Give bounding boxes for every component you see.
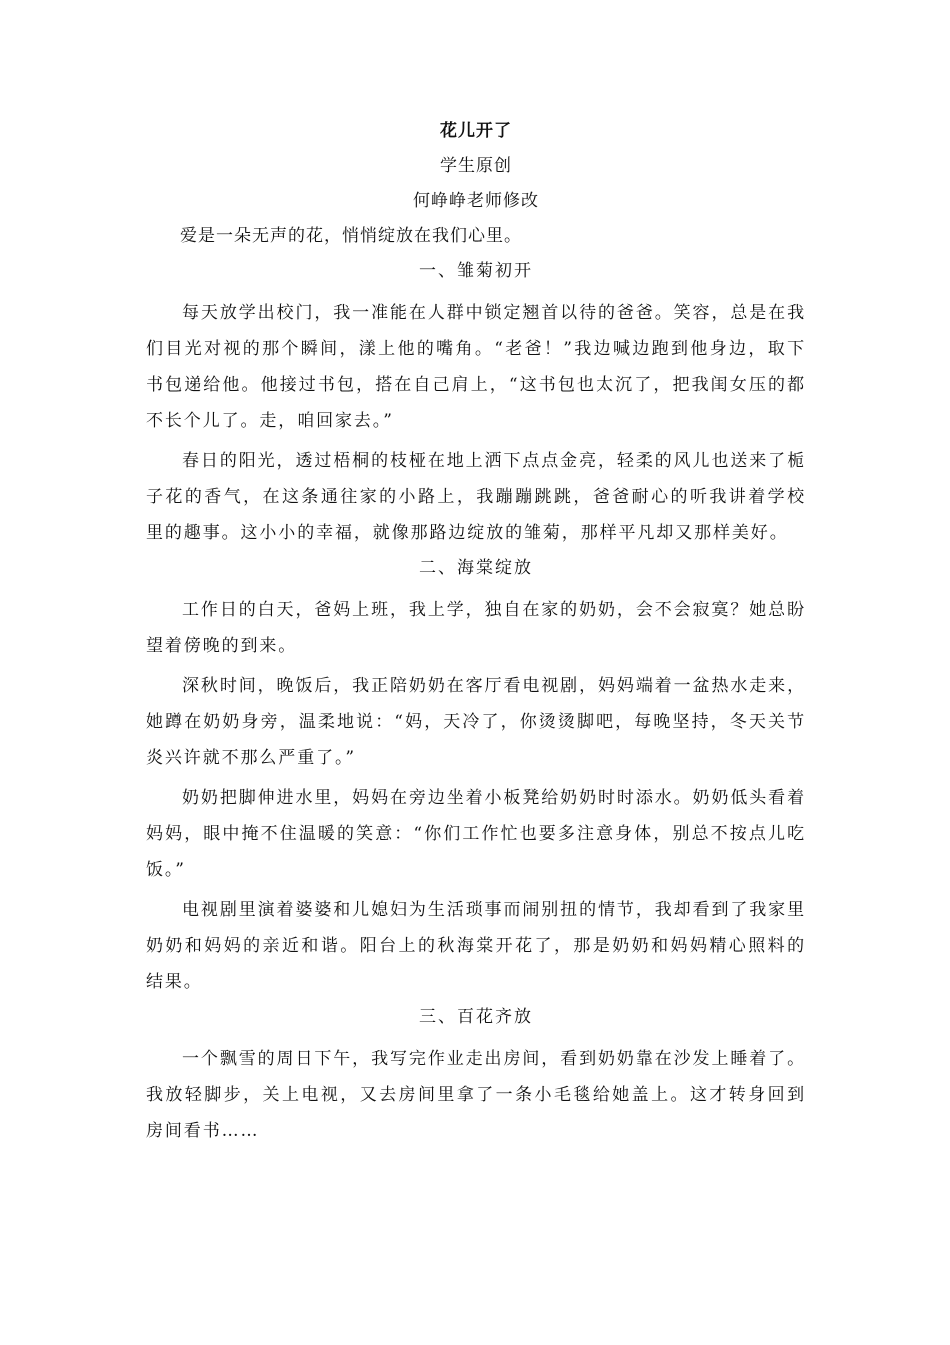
- paragraph: 奶奶把脚伸进水里，妈妈在旁边坐着小板凳给奶奶时时添水。奶奶低头看着妈妈，眼中掩不住温暖的笑意：“你们工作忙也要多注意身体，别总不按点儿吃饭。”: [146, 788, 806, 880]
- reviser-line: 何峥峥老师修改: [413, 191, 539, 211]
- document-page: [146, 118, 806, 1153]
- section-heading: 二、海棠绽放: [419, 558, 533, 578]
- paragraph: 电视剧里演着婆婆和儿媳妇为生活琐事而闹别扭的情节，我却看到了我家里奶奶和妈妈的亲近和谐。阳台上的秋海棠开花了，那是奶奶和妈妈精心照料的结果。: [146, 900, 806, 992]
- section-3: [146, 1004, 806, 1149]
- paragraph: 春日的阳光，透过梧桐的枝桠在地上洒下点点金亮，轻柔的风儿也送来了栀子花的香气，在这条通往家的小路上，我蹦蹦跳跳，爸爸耐心的听我讲着学校里的趣事。这小小的幸福，就像那路边绽放的雏菊，那样平凡却又那样美好。: [146, 451, 806, 543]
- paragraph: 一个飘雪的周日下午，我写完作业走出房间，看到奶奶靠在沙发上睡着了。我放轻脚步，关上电视，又去房间里拿了一条小毛毯给她盖上。这才转身回到房间看书……: [146, 1049, 806, 1141]
- section-1: [146, 258, 806, 551]
- section-heading: 一、雏菊初开: [419, 261, 533, 281]
- author-line: 学生原创: [440, 156, 512, 176]
- paragraph: 工作日的白天，爸妈上班，我上学，独自在家的奶奶，会不会寂寞？她总盼望着傍晚的到来。: [146, 600, 806, 656]
- section-2: [146, 555, 806, 1000]
- section-heading: 三、百花齐放: [419, 1007, 533, 1027]
- paragraph: 每天放学出校门，我一准能在人群中锁定翘首以待的爸爸。笑容，总是在我们目光对视的那个瞬间，漾上他的嘴角。“老爸！”我边喊边跑到他身边，取下书包递给他。他接过书包，搭在自己肩上，“这书包也太沉了，把我闺女压的都不长个儿了。走，咱回家去。”: [146, 303, 806, 431]
- intro-line: 爱是一朵无声的花，悄悄绽放在我们心里。: [180, 226, 522, 246]
- paragraph: 深秋时间，晚饭后，我正陪奶奶在客厅看电视剧，妈妈端着一盆热水走来，她蹲在奶奶身旁，温柔地说：“妈，天冷了，你烫烫脚吧，每晚坚持，冬天关节炎兴许就不那么严重了。”: [146, 676, 806, 768]
- document-title: 花儿开了: [440, 121, 512, 141]
